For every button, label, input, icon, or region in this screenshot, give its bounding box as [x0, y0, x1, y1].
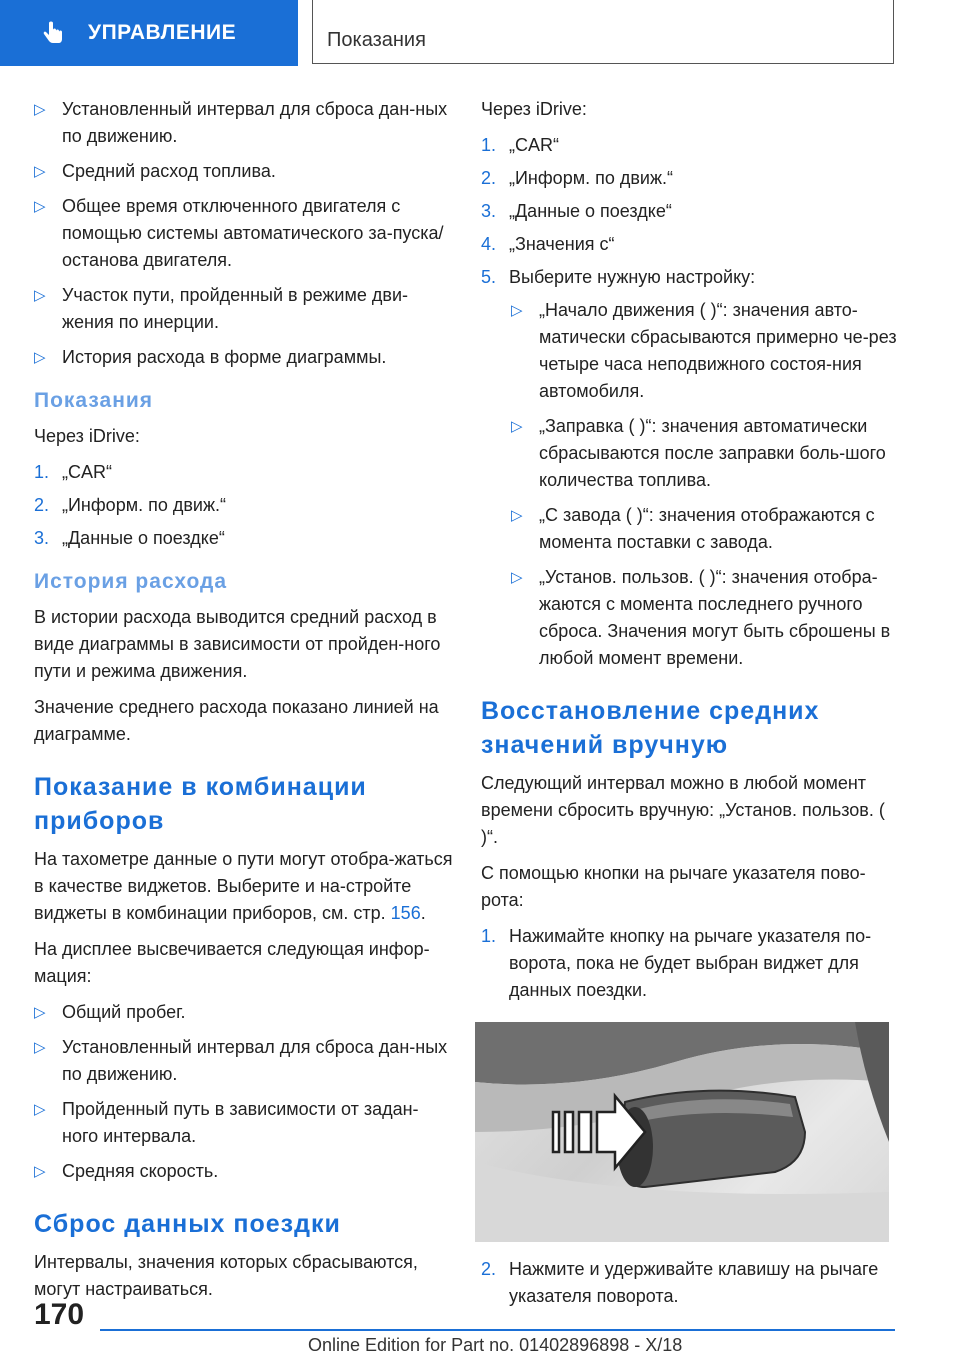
cluster-paragraph-2: На дисплее высвечивается следующая инфор-мация:	[34, 939, 430, 986]
list-item: ▷ Общий пробег.	[34, 999, 454, 1026]
list-item: 4. „Значения с“	[481, 234, 615, 254]
heading-cluster: Показание в комбинации приборов	[34, 773, 367, 835]
heading-readings: Показания	[34, 389, 154, 412]
list-item: ▷ Средняя скорость.	[34, 1158, 454, 1185]
list-item: ▷ Установленный интервал для сброса дан-ных по движению.	[34, 1034, 454, 1088]
triangle-right-icon: ▷	[511, 569, 523, 586]
manual-steps	[481, 923, 901, 1004]
history-paragraph-1: В истории расхода выводится средний расход в виде диаграммы в зависимости от пройден-ного пути и режима движения.	[34, 607, 441, 681]
page-link[interactable]: 156	[390, 903, 421, 923]
triangle-right-icon: ▷	[34, 1039, 46, 1056]
left-column	[34, 96, 454, 1312]
list-item: ▷ Пройденный путь в зависимости от задан-ного интервала.	[34, 1096, 454, 1150]
list-item: 2. „Информ. по движ.“	[34, 495, 226, 515]
via-idrive-text: Через iDrive:	[34, 426, 140, 446]
section-tab[interactable]	[0, 0, 298, 66]
list-item: 2. Нажмите и удерживайте клавишу на рычаге указателя поворота.	[481, 1259, 879, 1306]
list-item: 3. „Данные о поездке“	[481, 201, 672, 221]
list-item: 2. „Информ. по движ.“	[481, 168, 673, 188]
list-item: 1. „CAR“	[34, 462, 112, 482]
history-paragraph-2: Значение среднего расхода показано линией на диаграмме.	[34, 697, 439, 744]
triangle-right-icon: ▷	[511, 507, 523, 524]
list-item: 3. „Данные о поездке“	[34, 528, 225, 548]
manual-steps-continued	[481, 1256, 901, 1310]
list-item: 1. Нажимайте кнопку на рычаге указателя по-ворота, пока не будет выбран виджет для данных поездки.	[481, 926, 872, 1000]
triangle-right-icon: ▷	[34, 1004, 46, 1021]
triangle-right-icon: ▷	[34, 1163, 46, 1180]
list-item: ▷ Установленный интервал для сброса дан-ных по движению.	[34, 96, 454, 150]
list-item: ▷ История расхода в форме диаграммы.	[34, 344, 454, 371]
options-bullet-list	[511, 297, 901, 672]
triangle-right-icon: ▷	[511, 302, 523, 319]
cluster-paragraph-1: На тахометре данные о пути могут отобра-жаться в качестве виджетов. Выберите и на-стройте виджеты в комбинации приборов, см. стр. 156.	[34, 849, 453, 923]
right-column	[481, 96, 901, 1316]
readings-steps	[34, 459, 454, 552]
triangle-right-icon: ▷	[34, 287, 46, 304]
list-item: ▷ Общее время отключенного двигателя с помощью системы автоматического за-пуска/останова двигателя.	[34, 193, 454, 274]
manual-paragraph-2: С помощью кнопки на рычаге указателя пово-рота:	[481, 863, 866, 910]
footer-divider	[100, 1329, 895, 1331]
list-item: 1. „CAR“	[481, 135, 559, 155]
reset-steps	[481, 132, 901, 291]
top-bullet-list	[34, 96, 454, 371]
footer-edition-text: Online Edition for Part no. 01402896898 - X/18	[308, 1335, 683, 1355]
turn-signal-lever-illustration	[475, 1022, 889, 1242]
cluster-bullet-list	[34, 999, 454, 1185]
list-item: ▷ „Заправка ( )“: значения автоматически сбрасываются после заправки боль-шого количества топлива.	[511, 413, 901, 494]
via-idrive-text: Через iDrive:	[481, 99, 587, 119]
list-item: ▷ „Начало движения ( )“: значения авто-матически сбрасываются примерно че-рез четыре часа неподвижного состоя-ния автомобиля.	[511, 297, 901, 405]
triangle-right-icon: ▷	[34, 101, 46, 118]
page-title: Показания	[327, 29, 426, 51]
list-item: ▷ Средний расход топлива.	[34, 158, 454, 185]
page-title-box	[312, 0, 894, 64]
turn-signal-lever-photo	[475, 1022, 889, 1242]
heading-manual-reset: Восстановление средних значений вручную	[481, 697, 820, 759]
section-tab-label: УПРАВЛЕНИЕ	[88, 21, 237, 44]
reset-paragraph: Интервалы, значения которых сбрасываются, могут настраиваться.	[34, 1252, 418, 1299]
manual-paragraph-1: Следующий интервал можно в любой момент времени сбросить вручную: „Установ. пользов. ( )“.	[481, 773, 885, 847]
list-item: 5. Выберите нужную настройку:	[481, 267, 756, 287]
list-item: ▷ „С завода ( )“: значения отображаются с момента поставки с завода.	[511, 502, 901, 556]
hand-pointer-icon	[40, 20, 66, 46]
page-number: 170	[34, 1298, 85, 1331]
triangle-right-icon: ▷	[34, 1101, 46, 1118]
heading-reset: Сброс данных поездки	[34, 1210, 341, 1238]
list-item: ▷ Участок пути, пройденный в режиме дви-жения по инерции.	[34, 282, 454, 336]
list-item: ▷ „Установ. пользов. ( )“: значения отобра-жаются с момента последнего ручного сброса. Значения могут быть сброшены в любой момент времени.	[511, 564, 901, 672]
triangle-right-icon: ▷	[34, 198, 46, 215]
heading-history: История расхода	[34, 570, 228, 593]
triangle-right-icon: ▷	[34, 349, 46, 366]
triangle-right-icon: ▷	[511, 418, 523, 435]
triangle-right-icon: ▷	[34, 163, 46, 180]
